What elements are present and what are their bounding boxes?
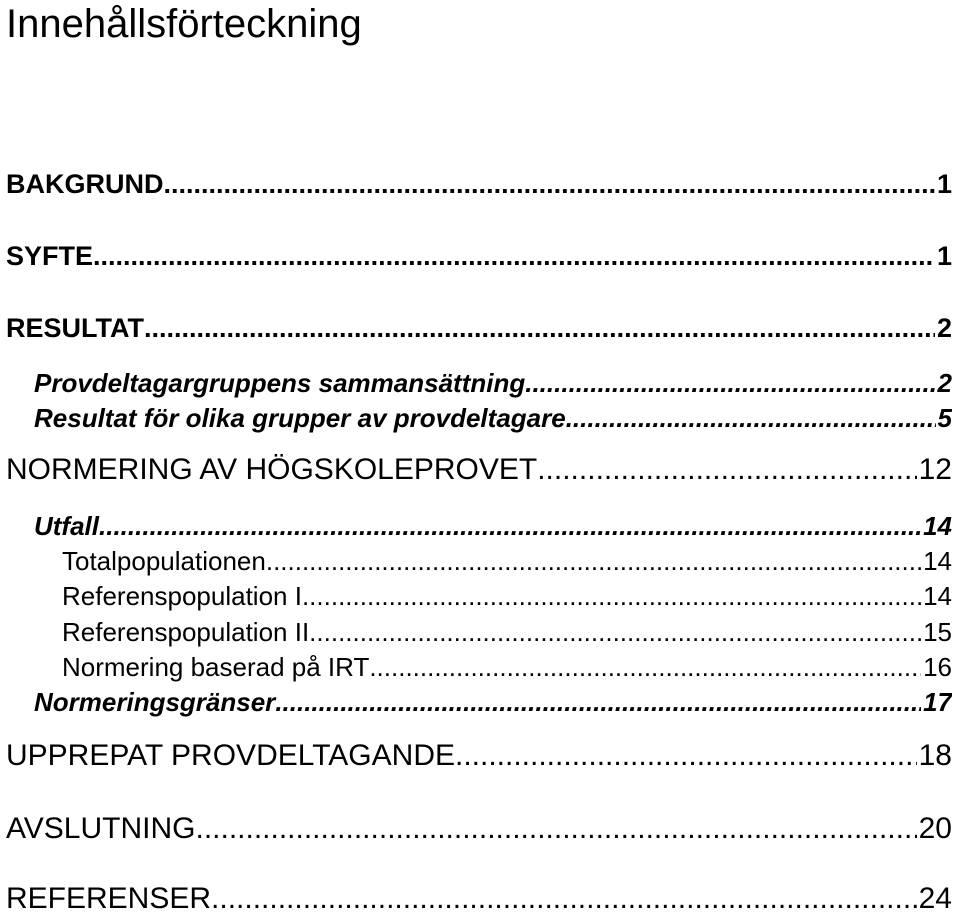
dot-leader: [302, 580, 921, 612]
toc-entry-normering-av-hogskoleprovet[interactable]: [6, 452, 952, 488]
toc-entry-upprepat-provdeltagande[interactable]: [6, 738, 952, 774]
toc-entry-label: NORMERING AV HÖGSKOLEPROVET: [6, 453, 538, 486]
toc-entry-resultat-for-olika-grupper[interactable]: [34, 402, 952, 434]
dot-leader: [99, 510, 921, 542]
dot-leader: [455, 738, 917, 774]
toc-entry-label: SYFTE: [6, 241, 94, 271]
toc-entry-label: Referenspopulation II: [62, 617, 310, 647]
toc-entry-label: Resultat för olika grupper av provdeltagare: [34, 403, 566, 433]
toc-entry-page: 5: [937, 403, 952, 433]
toc-entry-label: Normeringsgränser: [34, 687, 276, 717]
toc-entry-label: Utfall: [34, 511, 99, 541]
toc-entry-label: UPPREPAT PROVDELTAGANDE: [6, 739, 455, 772]
toc-entry-label: Normering baserad på IRT: [62, 652, 370, 682]
toc-entry-page: 1: [936, 169, 952, 199]
dot-leader: [195, 811, 916, 847]
dot-leader: [369, 651, 921, 683]
toc-entry-page: 17: [923, 687, 952, 717]
toc-entry-totalpopulationen[interactable]: [62, 545, 952, 577]
toc-entry-provdeltagargruppens-sammansattning[interactable]: [34, 367, 952, 399]
toc-entry-normering-baserad-pa-irt[interactable]: [62, 651, 952, 683]
dot-leader: [164, 166, 935, 202]
toc-entry-page: 12: [918, 453, 952, 486]
dot-leader: [525, 367, 935, 399]
toc-entry-page: 14: [923, 581, 952, 611]
dot-leader: [537, 452, 916, 488]
toc-entry-page: 24: [918, 882, 952, 915]
dot-leader: [93, 238, 935, 274]
toc-entry-label: RESULTAT: [6, 313, 144, 343]
dot-leader: [266, 545, 921, 577]
toc-entry-page: 2: [937, 368, 952, 398]
toc-entry-referenser[interactable]: [6, 881, 952, 917]
toc-entry-label: Provdeltagargruppens sammansättning: [34, 368, 526, 398]
toc-entry-syfte[interactable]: [6, 238, 952, 274]
toc-entry-page: 2: [936, 313, 952, 343]
toc-entry-label: REFERENSER: [6, 882, 212, 915]
toc-entry-label: AVSLUTNING: [6, 812, 196, 845]
dot-leader: [309, 616, 921, 648]
toc-entry-referenspopulation-i[interactable]: [62, 580, 952, 612]
toc-entry-page: 15: [923, 617, 952, 647]
toc-entry-page: 16: [923, 652, 952, 682]
dot-leader: [211, 881, 917, 917]
toc-entry-resultat[interactable]: [6, 310, 952, 346]
toc-entry-page: 20: [918, 812, 952, 845]
page-title: Innehållsförteckning: [6, 2, 362, 46]
toc-entry-utfall[interactable]: [34, 510, 952, 542]
toc-entry-page: 14: [923, 511, 952, 541]
toc-entry-page: 1: [936, 241, 952, 271]
toc-entry-page: 18: [918, 739, 952, 772]
toc-entry-normeringsgranser[interactable]: [34, 686, 952, 718]
toc-entry-avslutning[interactable]: [6, 811, 952, 847]
toc-entry-page: 14: [923, 546, 952, 576]
toc-entry-label: Referenspopulation I: [62, 581, 302, 611]
dot-leader: [144, 310, 935, 346]
toc-entry-label: BAKGRUND: [6, 169, 164, 199]
dot-leader: [566, 402, 936, 434]
toc-entry-referenspopulation-ii[interactable]: [62, 616, 952, 648]
toc-entry-label: Totalpopulationen: [62, 546, 266, 576]
toc-entry-bakgrund[interactable]: [6, 166, 952, 202]
dot-leader: [275, 686, 921, 718]
